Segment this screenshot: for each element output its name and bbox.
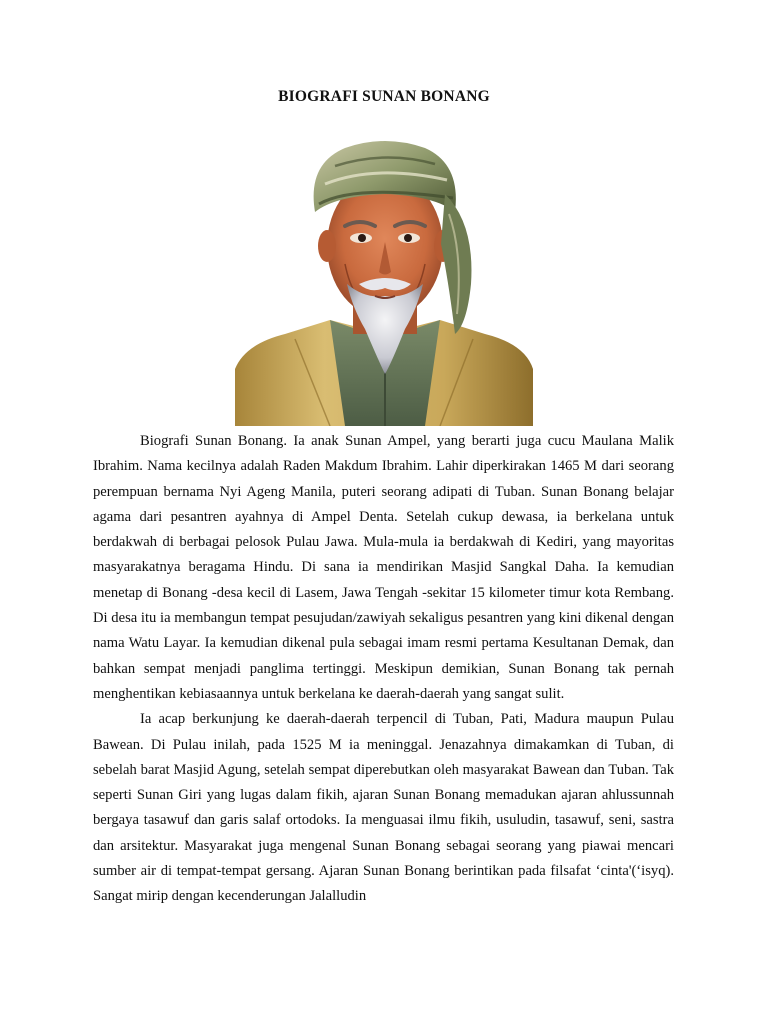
- paragraph: Ia acap berkunjung ke daerah-daerah terpencil di Tuban, Pati, Madura maupun Pulau Bawean. Di Pulau inilah, pada 1525 M ia meninggal. Jenazahnya dimakamkan di Tuban, di sebelah barat Masjid Agung, setelah sempat diperebutkan oleh masyarakat Bawean dan Tuban. Tak seperti Sunan Giri yang lugas dalam fikih, ajaran Sunan Bonang memadukan ajaran ahlussunnah bergaya tasawuf dan garis salaf ortodoks. Ia menguasai ilmu fikih, usuludin, tasawuf, seni, sastra dan arsitektur. Masyarakat juga mengenal Sunan Bonang sebagai seorang yang piawai mencari sumber air di tempat-tempat gersang. Ajaran Sunan Bonang berintikan pada filsafat ‘cinta'(‘isyq). Sangat mirip dengan kecenderungan Jalalludin: [93, 711, 674, 905]
- paragraph: Biografi Sunan Bonang. Ia anak Sunan Ampel, yang berarti juga cucu Maulana Malik Ibrahim. Nama kecilnya adalah Raden Makdum Ibrahim. Lahir diperkirakan 1465 M dari seorang perempuan bernama Nyi Ageng Manila, puteri seorang adipati di Tuban. Sunan Bonang belajar agama dari pesantren ayahnya di Ampel Denta. Setelah cukup dewasa, ia berkelana untuk berdakwah di berbagai pelosok Pulau Jawa. Mula-mula ia berdakwah di Kediri, yang mayoritas masyarakatnya beragama Hindu. Di sana ia mendirikan Masjid Sangkal Daha. Ia kemudian menetap di Bonang -desa kecil di Lasem, Jawa Tengah -sekitar 15 kilometer timur kota Rembang. Di desa itu ia membangun tempat pesujudan/zawiyah sekaligus pesantren yang kini dikenal dengan nama Watu Layar. Ia kemudian dikenal pula sebagai imam resmi pertama Kesultanan Demak, dan bahkan sempat menjadi panglima tertinggi. Meskipun demikian, Sunan Bonang tak pernah menghentikan kebiasaannya untuk berkelana ke daerah-daerah yang sangat sulit.: [93, 433, 674, 702]
- document-title: BIOGRAFI SUNAN BONANG: [278, 88, 490, 105]
- body-text: [93, 429, 674, 910]
- portrait-image: [235, 134, 533, 426]
